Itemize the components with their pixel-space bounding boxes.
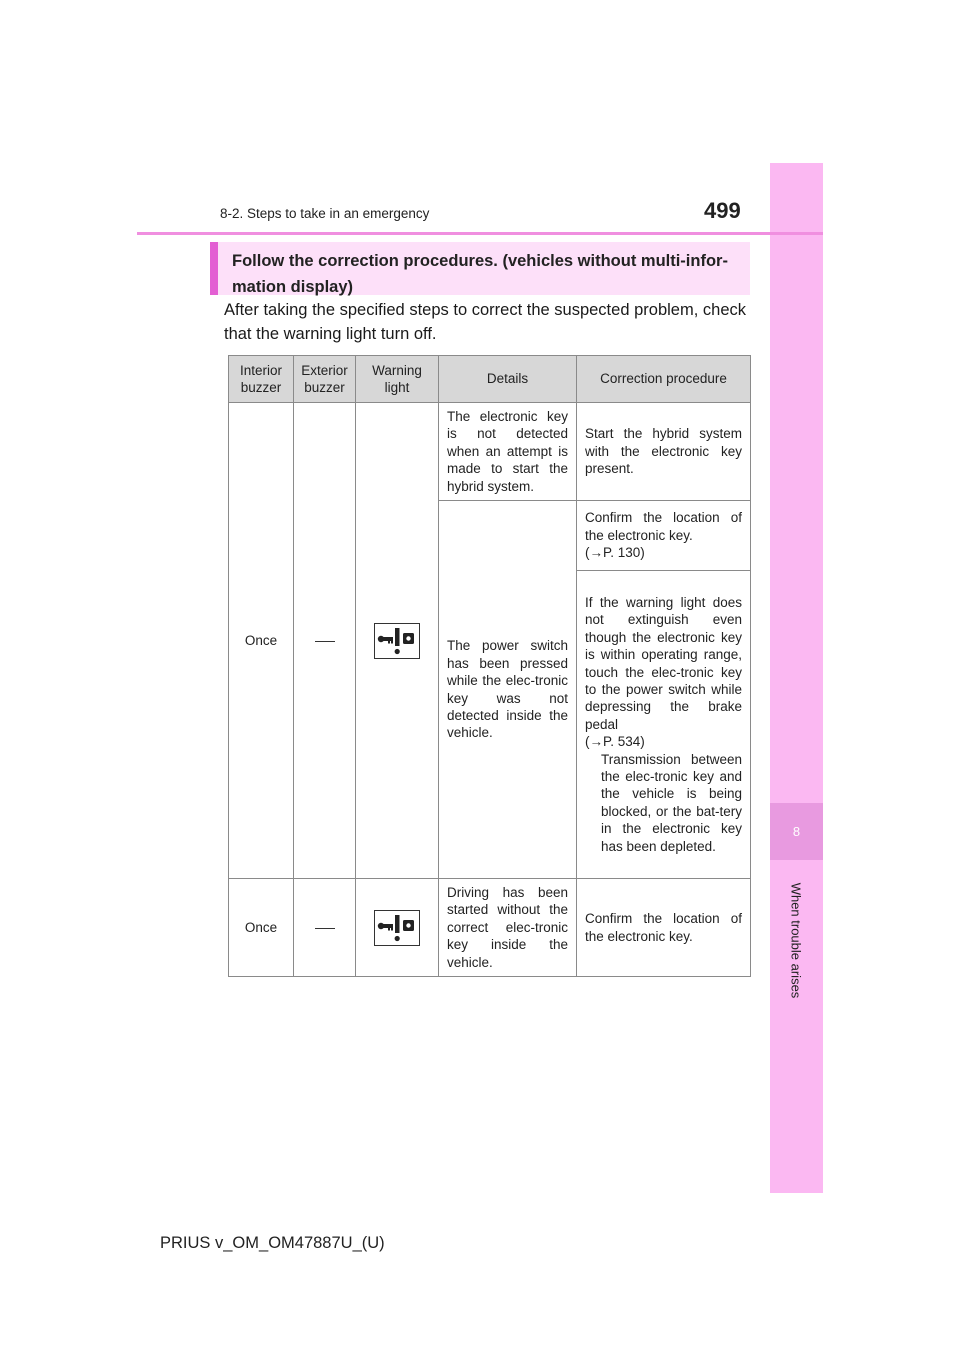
document-footer: PRIUS v_OM_OM47887U_(U)	[160, 1234, 385, 1252]
section-title: 8-2. Steps to take in an emergency	[220, 206, 430, 221]
none-dash	[315, 928, 335, 929]
procedure-note: Transmission between the elec-tronic key and the vehicle is being blocked, or the bat-tery in the electronic key has been depleted.	[601, 751, 742, 854]
intro-paragraph: After taking the specified steps to correct the suspected problem, check that the warning light turn off.	[224, 301, 746, 343]
none-dash	[315, 641, 335, 642]
details-cell: Driving has been started without the correct elec-tronic key inside the vehicle.	[439, 879, 577, 977]
chapter-label: When trouble arises	[788, 882, 804, 998]
table-row	[229, 879, 751, 977]
chapter-side-tab	[770, 163, 823, 1193]
header-interior-buzzer: Interior buzzer	[229, 356, 294, 403]
page-reference: (→P. 534)	[585, 734, 645, 750]
header-correction-procedure: Correction procedure	[577, 356, 751, 403]
procedure-text: Confirm the location of the electronic key.	[585, 510, 742, 543]
correction-procedure-table	[228, 355, 751, 977]
procedure-cell	[577, 501, 751, 571]
table-row	[229, 403, 751, 501]
chapter-number: 8	[770, 803, 823, 860]
warning-light-cell	[356, 879, 439, 977]
callout-heading: Follow the correction procedures. (vehicles without multi-infor-mation display)	[210, 242, 750, 295]
key-warning-light-icon	[374, 910, 420, 946]
table-header-row	[229, 356, 751, 403]
procedure-text: If the warning light does not extinguish even though the electronic key is within operating range, touch the elec-tronic key to the power switch while depressing the brake pedal	[585, 594, 742, 732]
header-warning-light: Warning light	[356, 356, 439, 403]
procedure-cell: Start the hybrid system with the electronic key present.	[577, 403, 751, 501]
procedure-cell: Confirm the location of the electronic key.	[577, 879, 751, 977]
interior-buzzer-cell: Once	[229, 879, 294, 977]
exterior-buzzer-cell	[294, 403, 356, 879]
details-cell: The electronic key is not detected when an attempt is made to start the hybrid system.	[439, 403, 577, 501]
key-warning-light-icon	[374, 623, 420, 659]
warning-light-cell	[356, 403, 439, 879]
exterior-buzzer-cell	[294, 879, 356, 977]
interior-buzzer-cell: Once	[229, 403, 294, 879]
header-exterior-buzzer: Exterior buzzer	[294, 356, 356, 403]
details-cell: The power switch has been pressed while the elec-tronic key was not detected inside the vehicle.	[439, 501, 577, 879]
header-details: Details	[439, 356, 577, 403]
page-number: 499	[704, 198, 741, 223]
page-reference: (→P. 130)	[585, 545, 645, 561]
header-rule	[137, 232, 823, 235]
procedure-cell	[577, 571, 751, 879]
